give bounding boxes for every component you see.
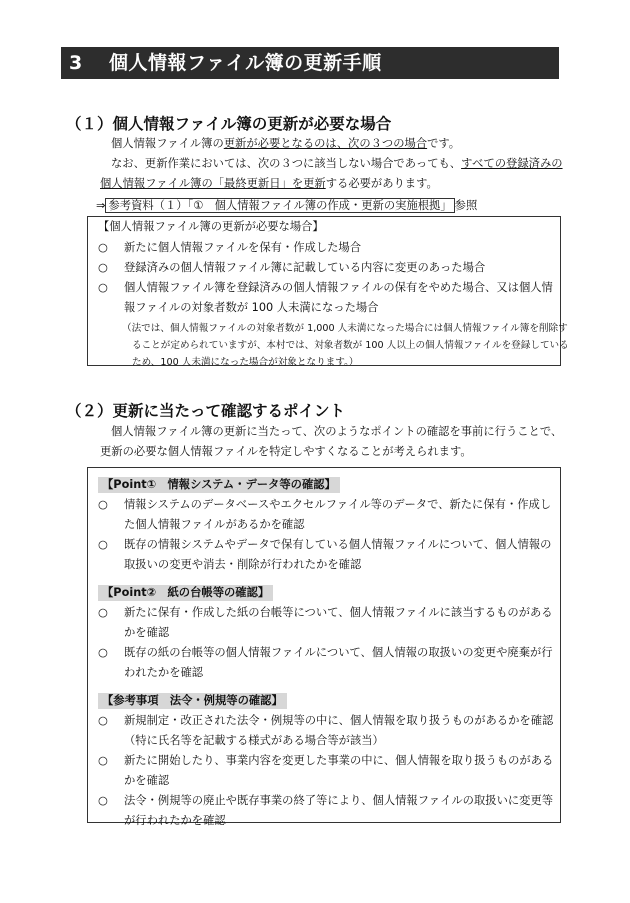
list-item <box>98 791 552 831</box>
circle-bullet-icon: ○ <box>98 754 108 767</box>
item-text: た個人情報ファイルがあるかを確認 <box>124 518 305 531</box>
list-item <box>98 643 552 683</box>
reference-tag: 【参考事項 法令・例規等の確認】 <box>98 693 287 709</box>
item-text: われたかを確認 <box>124 666 204 679</box>
list-item <box>98 603 552 643</box>
underlined-text: すべての登録済みの <box>461 157 563 170</box>
circle-bullet-icon: ○ <box>98 281 108 294</box>
item-text: 法令・例規等の廃止や既存事業の終了等により、個人情報ファイルの取扱いに変更等 <box>124 794 554 807</box>
item-text: 既存の紙の台帳等の個人情報ファイルについて、個人情報の取扱いの変更や廃棄が行 <box>124 646 553 659</box>
page-title <box>61 47 559 79</box>
section2-heading: （２）更新に当たって確認するポイント <box>66 402 346 420</box>
circle-bullet-icon: ○ <box>98 241 108 254</box>
list-item <box>98 278 552 318</box>
reference-line <box>96 198 477 214</box>
note-line: ることが定められていますが、本村では、対象者数が 100 人以上の個人情報ファイルを登録している <box>132 340 569 351</box>
text-run: です。 <box>427 137 461 150</box>
circle-bullet-icon: ○ <box>98 498 108 511</box>
section1-heading: （１）個人情報ファイル簿の更新が必要な場合 <box>66 115 392 133</box>
reference-suffix: 参照 <box>454 199 478 212</box>
note-line: ため、100 人未満になった場合が対象となります。） <box>132 357 359 368</box>
circle-bullet-icon: ○ <box>98 646 108 659</box>
section1-para-line1 <box>100 134 570 154</box>
item-text: 情報システムのデータベースやエクセルファイル等のデータで、新たに保有・作成し <box>124 498 552 511</box>
list-item <box>98 258 552 278</box>
point2-group <box>98 581 552 683</box>
list-item <box>98 535 552 575</box>
point1-tag: 【Point① 情報システム・データ等の確認】 <box>98 477 340 493</box>
section2-paragraph <box>100 422 570 462</box>
update-cases-header: 【個人情報ファイル簿の更新が必要な場合】 <box>98 220 324 233</box>
text-run: 個人情報ファイル簿の <box>111 137 224 150</box>
item-text: 報ファイルの対象者数が 100 人未満になった場合 <box>124 301 379 314</box>
section2-para-line2: 更新の必要な個人情報ファイルを特定しやすくなることが考えられます。 <box>100 445 472 458</box>
item-text: 既存の情報システムやデータで保有している個人情報ファイルについて、個人情報の <box>124 538 552 551</box>
item-text: 新たに個人情報ファイルを保有・作成した場合 <box>124 241 362 254</box>
underlined-text: 更新が必要となるのは、次の３つの場合 <box>223 137 428 150</box>
text-run: なお、更新作業においては、次の３つに該当しない場合であっても、 <box>111 157 462 170</box>
item-text: 登録済みの個人情報ファイル簿に記載している内容に変更のあった場合 <box>124 261 486 274</box>
circle-bullet-icon: ○ <box>98 794 108 807</box>
note-line: （法では、個人情報ファイルの対象者数が 1,000 人未満になった場合には個人情報ファイル簿を削除す <box>122 323 568 334</box>
list-item <box>98 711 552 751</box>
item-text: が行われたかを確認 <box>124 814 226 827</box>
section1-paragraph <box>100 134 570 194</box>
item-text: 個人情報ファイル簿を登録済みの個人情報ファイルの保有をやめた場合、又は個人情 <box>124 281 553 294</box>
page-title-number: 3 <box>69 52 83 74</box>
list-item <box>98 751 552 791</box>
update-cases-box <box>87 216 569 368</box>
item-text: 新規制定・改正された法令・例規等の中に、個人情報を取り扱うものがあるかを確認 <box>124 714 554 727</box>
reference-group <box>98 689 552 831</box>
arrow-icon: ⇒ <box>96 199 106 212</box>
circle-bullet-icon: ○ <box>98 261 108 274</box>
point2-tag: 【Point② 紙の台帳等の確認】 <box>98 585 273 601</box>
item-text: 取扱いの変更や消去・削除が行われたかを確認 <box>124 558 362 571</box>
underlined-text: 個人情報ファイル簿の「最終更新日」を更新 <box>100 177 326 190</box>
page-title-text: 個人情報ファイル簿の更新手順 <box>109 52 382 74</box>
note-text <box>98 320 569 371</box>
check-points-box <box>87 467 561 827</box>
section1-para-line3 <box>100 174 570 194</box>
item-text: かを確認 <box>124 774 170 787</box>
circle-bullet-icon: ○ <box>98 714 108 727</box>
item-text: 新たに開始したり、事業内容を変更した事業の中に、個人情報を取り扱うものがある <box>124 754 554 767</box>
section1-para-line2 <box>100 154 570 174</box>
reference-link[interactable]: 参考資料（１）「① 個人情報ファイル簿の作成・更新の実施根拠」 <box>105 198 454 213</box>
point1-group <box>98 473 552 575</box>
circle-bullet-icon: ○ <box>98 538 108 551</box>
text-run: する必要があります。 <box>325 177 438 190</box>
section2-para-line1: 個人情報ファイル簿の更新に当たって、次のようなポイントの確認を事前に行うことで、 <box>111 425 563 438</box>
circle-bullet-icon: ○ <box>98 606 108 619</box>
item-text: かを確認 <box>124 626 170 639</box>
item-text: （特に氏名等を記載する様式がある場合等が該当） <box>124 734 384 747</box>
list-item <box>98 238 552 258</box>
list-item <box>98 495 552 535</box>
item-text: 新たに保有・作成した紙の台帳等について、個人情報ファイルに該当するものがある <box>124 606 553 619</box>
